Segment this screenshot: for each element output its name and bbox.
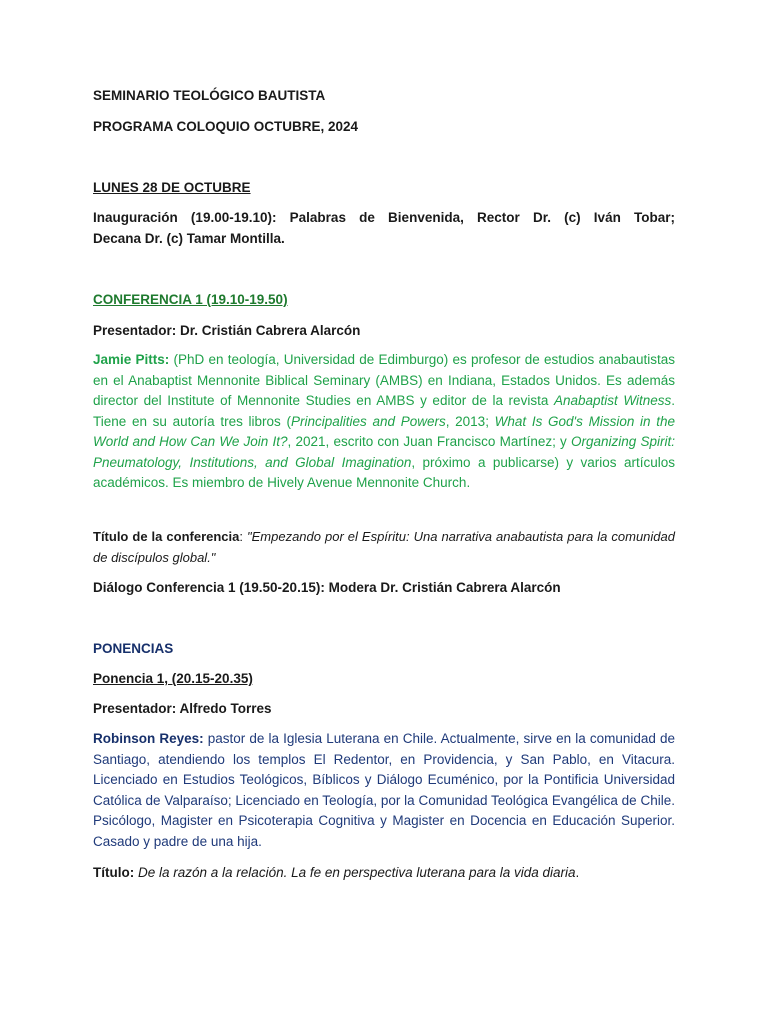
day-heading: LUNES 28 DE OCTUBRE — [93, 180, 251, 195]
bio-journal: Anabaptist Witness — [553, 393, 672, 408]
title-label: Título: — [93, 865, 135, 880]
conference-1-dialogue: Diálogo Conferencia 1 (19.50-20.15): Modera Dr. Cristián Cabrera Alarcón — [93, 580, 561, 595]
title-separator: : — [239, 529, 247, 544]
bio-book-2: What Is God's Mission in the World and How Can We Join It? — [93, 413, 675, 449]
ponencia-1-presenter: Presentador: Alfredo Torres — [93, 701, 272, 716]
bio-text: pastor de la Iglesia Luterana en Chile. Actualmente, sirve en la comunidad de Santiago, atendiendo los templos El Redentor, en Providencia, y San Pablo, en Vitacura. Licenciado en Estudios Teológicos, Bíblicos y Diálogo Ecuménico, por la Pontificia Universidad Católica de Valparaíso; Licenciado en Teología, por la Comunidad Teológica Evangélica de Chile. Psicólogo, Magister en Psicoterapia Cognitiva y Magister en Docencia en Educación Superior. Casado y padre de una hija. — [93, 731, 675, 849]
conference-1-heading: CONFERENCIA 1 (19.10-19.50) — [93, 292, 288, 307]
inauguration-line-1: Inauguración (19.00-19.10): Palabras de Bienvenida, Rector Dr. (c) Iván Tobar; — [93, 210, 675, 225]
conference-1-speaker-bio — [93, 350, 675, 494]
bio-book-1: Principalities and Powers — [291, 413, 446, 429]
conference-1-presenter: Presentador: Dr. Cristián Cabrera Alarcón — [93, 323, 361, 338]
ponencia-1-speaker-bio — [93, 729, 675, 852]
bio-text: (PhD en teología, Universidad de Edimburgo) es profesor de estudios anabautistas en el Anabaptist Mennonite Biblical Seminary (AMBS) en Indiana, Estados Unidos. Es además director del Institute of Mennonite Studies en AMBS y editor de la revista — [93, 352, 676, 408]
inauguration-line-2: Decana Dr. (c) Tamar Montilla. — [93, 230, 285, 246]
title-end: . — [575, 865, 580, 880]
bio-text: , 2013; — [445, 413, 495, 429]
bio-text: , 2021, escrito con Juan Francisco Martínez; y — [287, 434, 571, 449]
ponencia-1-heading: Ponencia 1, (20.15-20.35) — [93, 671, 253, 686]
ponencia-title-text: De la razón a la relación. La fe en perspectiva luterana para la vida diaria — [138, 865, 576, 880]
inauguration-paragraph — [93, 208, 675, 249]
ponencias-heading: PONENCIAS — [93, 641, 174, 656]
institution-title: SEMINARIO TEOLÓGICO BAUTISTA — [93, 88, 326, 103]
ponencia-1-title — [93, 863, 675, 884]
speaker-name: Robinson Reyes: — [93, 731, 204, 746]
program-title: PROGRAMA COLOQUIO OCTUBRE, 2024 — [93, 119, 359, 134]
conference-title-text: "Empezando por el Espíritu: Una narrativa anabautista para la comunidad de discípulos global." — [93, 529, 675, 565]
bio-text: , próximo a publicarse) y varios artículos académicos. Es miembro de Hively Avenue Mennonite Church. — [93, 454, 675, 490]
speaker-name: Jamie Pitts: — [93, 352, 170, 367]
conference-1-title — [93, 527, 675, 568]
bio-text: . Tiene en su autoría tres libros ( — [93, 393, 676, 429]
bio-book-3: Organizing Spirit: Pneumatology, Institutions, and Global Imagination — [93, 434, 675, 470]
title-label: Título de la conferencia — [93, 529, 240, 544]
